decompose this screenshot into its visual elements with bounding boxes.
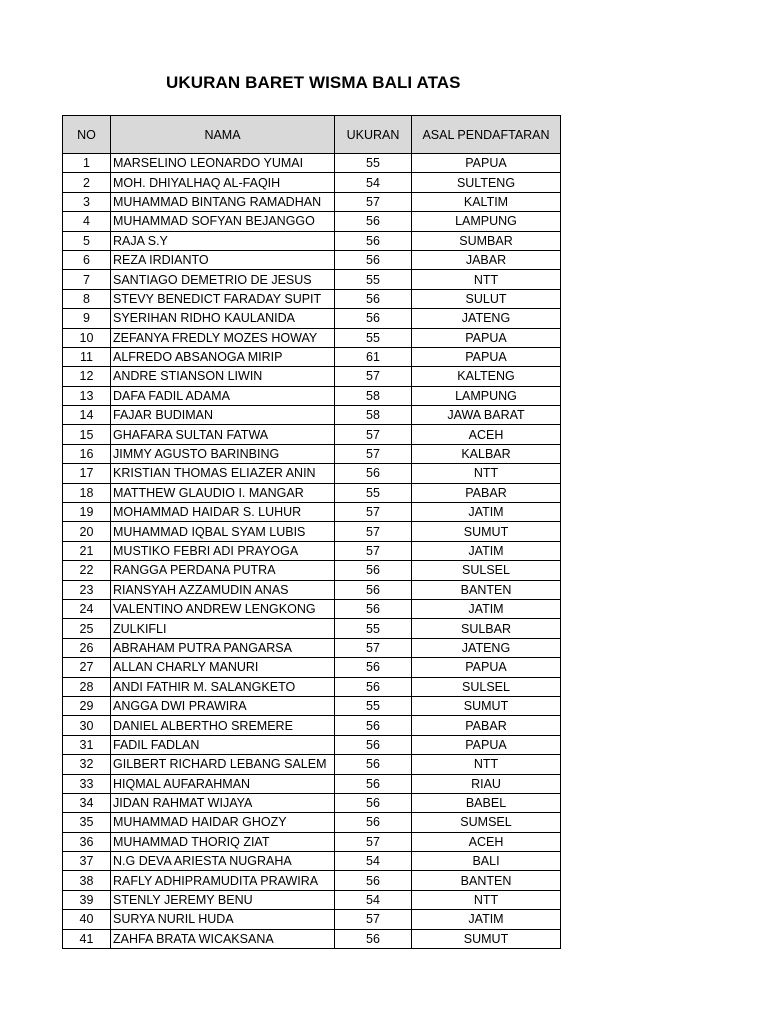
cell-nama: MARSELINO LEONARDO YUMAI [111,154,335,173]
cell-ukuran: 56 [335,658,412,677]
table-row [63,658,561,677]
cell-nama: MUHAMMAD THORIQ ZIAT [111,832,335,851]
header-nama: NAMA [111,116,335,154]
cell-ukuran: 56 [335,735,412,754]
cell-asal-pendaftaran: JAWA BARAT [412,406,561,425]
cell-nama: ZAHFA BRATA WICAKSANA [111,929,335,948]
cell-ukuran: 57 [335,832,412,851]
cell-no: 27 [63,658,111,677]
cell-nama: MOH. DHIYALHAQ AL-FAQIH [111,173,335,192]
table-row [63,503,561,522]
table-row [63,910,561,929]
header-no: NO [63,116,111,154]
cell-nama: SANTIAGO DEMETRIO DE JESUS [111,270,335,289]
cell-no: 9 [63,309,111,328]
cell-asal-pendaftaran: ACEH [412,832,561,851]
cell-no: 36 [63,832,111,851]
cell-asal-pendaftaran: SULSEL [412,677,561,696]
beret-size-table [62,115,561,949]
cell-no: 4 [63,212,111,231]
cell-ukuran: 56 [335,561,412,580]
cell-ukuran: 54 [335,173,412,192]
cell-nama: ZULKIFLI [111,619,335,638]
cell-nama: KRISTIAN THOMAS ELIAZER ANIN [111,464,335,483]
cell-no: 25 [63,619,111,638]
table-row [63,852,561,871]
cell-asal-pendaftaran: NTT [412,464,561,483]
cell-no: 12 [63,367,111,386]
table-row [63,755,561,774]
cell-no: 41 [63,929,111,948]
table-row [63,890,561,909]
cell-no: 1 [63,154,111,173]
cell-asal-pendaftaran: SULBAR [412,619,561,638]
cell-asal-pendaftaran: KALTENG [412,367,561,386]
table-row [63,212,561,231]
cell-nama: JIMMY AGUSTO BARINBING [111,444,335,463]
cell-asal-pendaftaran: PAPUA [412,658,561,677]
cell-no: 7 [63,270,111,289]
cell-asal-pendaftaran: JATENG [412,638,561,657]
cell-ukuran: 56 [335,929,412,948]
cell-ukuran: 54 [335,890,412,909]
cell-no: 35 [63,813,111,832]
cell-no: 31 [63,735,111,754]
table-row [63,871,561,890]
cell-no: 21 [63,541,111,560]
table-row [63,813,561,832]
table-header-row [63,116,561,154]
cell-no: 40 [63,910,111,929]
cell-ukuran: 56 [335,599,412,618]
cell-no: 37 [63,852,111,871]
cell-asal-pendaftaran: JATENG [412,309,561,328]
document-title: UKURAN BARET WISMA BALI ATAS [166,73,461,92]
table-row [63,154,561,173]
cell-no: 16 [63,444,111,463]
cell-asal-pendaftaran: SUMSEL [412,813,561,832]
cell-no: 19 [63,503,111,522]
cell-asal-pendaftaran: SULSEL [412,561,561,580]
cell-ukuran: 57 [335,910,412,929]
cell-asal-pendaftaran: ACEH [412,425,561,444]
cell-ukuran: 58 [335,406,412,425]
table-row [63,328,561,347]
cell-asal-pendaftaran: SUMUT [412,522,561,541]
cell-asal-pendaftaran: SULTENG [412,173,561,192]
table-row [63,561,561,580]
cell-ukuran: 56 [335,309,412,328]
cell-no: 6 [63,250,111,269]
cell-ukuran: 56 [335,813,412,832]
cell-asal-pendaftaran: PAPUA [412,154,561,173]
cell-no: 8 [63,289,111,308]
cell-asal-pendaftaran: PAPUA [412,328,561,347]
cell-asal-pendaftaran: NTT [412,270,561,289]
cell-nama: RANGGA PERDANA PUTRA [111,561,335,580]
cell-asal-pendaftaran: SUMUT [412,696,561,715]
cell-nama: GILBERT RICHARD LEBANG SALEM [111,755,335,774]
cell-no: 28 [63,677,111,696]
cell-nama: ANDRE STIANSON LIWIN [111,367,335,386]
table-row [63,599,561,618]
cell-ukuran: 56 [335,289,412,308]
cell-no: 39 [63,890,111,909]
table-row [63,696,561,715]
cell-ukuran: 58 [335,386,412,405]
cell-ukuran: 57 [335,192,412,211]
cell-asal-pendaftaran: JATIM [412,910,561,929]
cell-nama: ABRAHAM PUTRA PANGARSA [111,638,335,657]
cell-asal-pendaftaran: SULUT [412,289,561,308]
cell-nama: SURYA NURIL HUDA [111,910,335,929]
table-row [63,832,561,851]
cell-asal-pendaftaran: NTT [412,890,561,909]
table-row [63,309,561,328]
cell-asal-pendaftaran: SUMUT [412,929,561,948]
cell-ukuran: 56 [335,871,412,890]
cell-asal-pendaftaran: JATIM [412,541,561,560]
cell-no: 10 [63,328,111,347]
cell-nama: ANDI FATHIR M. SALANGKETO [111,677,335,696]
table-row [63,522,561,541]
cell-no: 30 [63,716,111,735]
table-row [63,929,561,948]
table-row [63,289,561,308]
cell-no: 17 [63,464,111,483]
table-row [63,367,561,386]
table-row [63,347,561,366]
cell-asal-pendaftaran: BANTEN [412,871,561,890]
cell-asal-pendaftaran: BANTEN [412,580,561,599]
cell-ukuran: 56 [335,580,412,599]
cell-asal-pendaftaran: PAPUA [412,347,561,366]
cell-no: 14 [63,406,111,425]
cell-asal-pendaftaran: LAMPUNG [412,212,561,231]
table-row [63,716,561,735]
cell-no: 15 [63,425,111,444]
cell-ukuran: 55 [335,270,412,289]
cell-nama: ALFREDO ABSANOGA MIRIP [111,347,335,366]
cell-asal-pendaftaran: RIAU [412,774,561,793]
cell-nama: MUSTIKO FEBRI ADI PRAYOGA [111,541,335,560]
cell-nama: MUHAMMAD SOFYAN BEJANGGO [111,212,335,231]
cell-ukuran: 57 [335,638,412,657]
cell-asal-pendaftaran: JATIM [412,503,561,522]
cell-nama: STENLY JEREMY BENU [111,890,335,909]
cell-ukuran: 56 [335,231,412,250]
table-row [63,638,561,657]
cell-no: 3 [63,192,111,211]
cell-ukuran: 55 [335,483,412,502]
cell-no: 18 [63,483,111,502]
cell-ukuran: 55 [335,619,412,638]
cell-ukuran: 61 [335,347,412,366]
cell-no: 5 [63,231,111,250]
cell-nama: SYERIHAN RIDHO KAULANIDA [111,309,335,328]
cell-ukuran: 57 [335,425,412,444]
cell-ukuran: 56 [335,212,412,231]
cell-nama: N.G DEVA ARIESTA NUGRAHA [111,852,335,871]
cell-no: 34 [63,793,111,812]
cell-nama: JIDAN RAHMAT WIJAYA [111,793,335,812]
cell-ukuran: 56 [335,716,412,735]
cell-asal-pendaftaran: NTT [412,755,561,774]
cell-ukuran: 57 [335,444,412,463]
cell-ukuran: 57 [335,503,412,522]
cell-no: 33 [63,774,111,793]
cell-asal-pendaftaran: PABAR [412,716,561,735]
cell-asal-pendaftaran: KALTIM [412,192,561,211]
cell-ukuran: 55 [335,154,412,173]
cell-no: 29 [63,696,111,715]
table-row [63,677,561,696]
cell-asal-pendaftaran: JATIM [412,599,561,618]
cell-no: 24 [63,599,111,618]
table-row [63,173,561,192]
cell-nama: RAFLY ADHIPRAMUDITA PRAWIRA [111,871,335,890]
cell-nama: ALLAN CHARLY MANURI [111,658,335,677]
table-row [63,774,561,793]
cell-nama: MATTHEW GLAUDIO I. MANGAR [111,483,335,502]
table-row [63,406,561,425]
header-asal-pendaftaran: ASAL PENDAFTARAN [412,116,561,154]
cell-no: 38 [63,871,111,890]
cell-nama: MOHAMMAD HAIDAR S. LUHUR [111,503,335,522]
cell-ukuran: 56 [335,793,412,812]
cell-nama: RIANSYAH AZZAMUDIN ANAS [111,580,335,599]
table-row [63,464,561,483]
cell-no: 20 [63,522,111,541]
cell-nama: ZEFANYA FREDLY MOZES HOWAY [111,328,335,347]
cell-ukuran: 56 [335,774,412,793]
header-ukuran: UKURAN [335,116,412,154]
cell-nama: DAFA FADIL ADAMA [111,386,335,405]
cell-nama: MUHAMMAD HAIDAR GHOZY [111,813,335,832]
cell-no: 32 [63,755,111,774]
cell-nama: REZA IRDIANTO [111,250,335,269]
cell-ukuran: 55 [335,696,412,715]
cell-nama: GHAFARA SULTAN FATWA [111,425,335,444]
table-row [63,541,561,560]
cell-asal-pendaftaran: KALBAR [412,444,561,463]
cell-nama: HIQMAL AUFARAHMAN [111,774,335,793]
cell-nama: DANIEL ALBERTHO SREMERE [111,716,335,735]
cell-nama: FADIL FADLAN [111,735,335,754]
table-row [63,444,561,463]
cell-no: 23 [63,580,111,599]
cell-nama: MUHAMMAD IQBAL SYAM LUBIS [111,522,335,541]
cell-ukuran: 54 [335,852,412,871]
cell-asal-pendaftaran: PAPUA [412,735,561,754]
table-row [63,270,561,289]
cell-asal-pendaftaran: PABAR [412,483,561,502]
cell-nama: MUHAMMAD BINTANG RAMADHAN [111,192,335,211]
cell-no: 2 [63,173,111,192]
cell-ukuran: 56 [335,250,412,269]
table-row [63,483,561,502]
cell-nama: STEVY BENEDICT FARADAY SUPIT [111,289,335,308]
cell-asal-pendaftaran: LAMPUNG [412,386,561,405]
table-row [63,735,561,754]
cell-ukuran: 56 [335,755,412,774]
cell-ukuran: 55 [335,328,412,347]
cell-asal-pendaftaran: SUMBAR [412,231,561,250]
cell-no: 11 [63,347,111,366]
table-row [63,386,561,405]
table-row [63,425,561,444]
cell-nama: RAJA S.Y [111,231,335,250]
cell-asal-pendaftaran: BALI [412,852,561,871]
cell-no: 26 [63,638,111,657]
table-row [63,231,561,250]
cell-nama: ANGGA DWI PRAWIRA [111,696,335,715]
cell-ukuran: 56 [335,677,412,696]
cell-nama: VALENTINO ANDREW LENGKONG [111,599,335,618]
cell-ukuran: 57 [335,522,412,541]
cell-ukuran: 56 [335,464,412,483]
cell-no: 22 [63,561,111,580]
cell-no: 13 [63,386,111,405]
cell-ukuran: 57 [335,541,412,560]
cell-ukuran: 57 [335,367,412,386]
table-row [63,619,561,638]
table-row [63,192,561,211]
cell-asal-pendaftaran: JABAR [412,250,561,269]
cell-nama: FAJAR BUDIMAN [111,406,335,425]
table-row [63,250,561,269]
table-row [63,580,561,599]
cell-asal-pendaftaran: BABEL [412,793,561,812]
table-row [63,793,561,812]
